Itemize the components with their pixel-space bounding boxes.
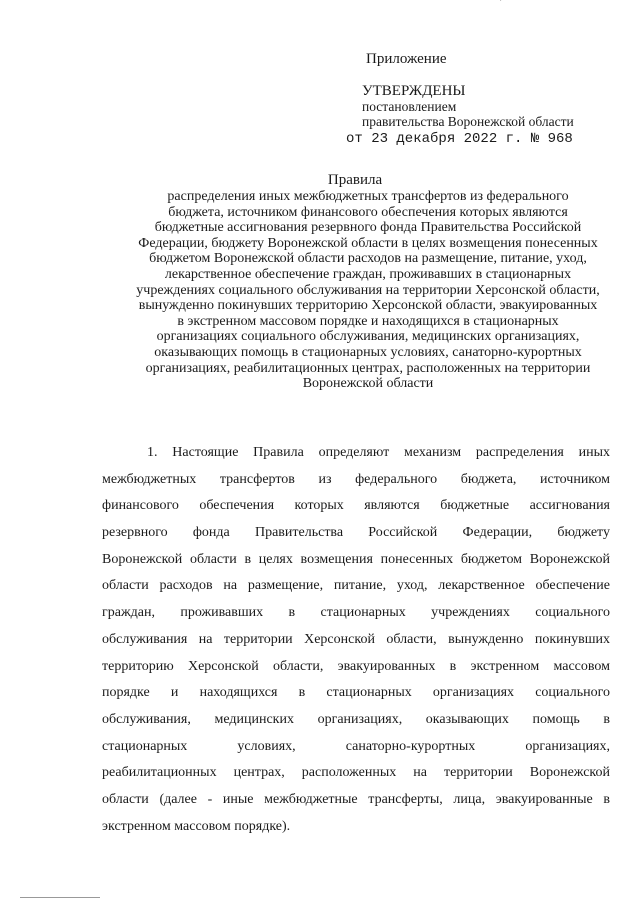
rules-subtitle-line: оказывающих помощь в стационарных условиях, санаторно-курортных bbox=[154, 344, 582, 360]
paragraph-line: реабилитационных центрах, расположенных на территории Воронежской bbox=[102, 765, 610, 781]
paragraph-line: обслуживания на территории Херсонской области, вынужденно покинувших bbox=[102, 631, 610, 647]
rules-subtitle-line: бюджета, источником финансового обеспечения которых являются bbox=[168, 204, 568, 220]
paragraph-line: резервного фонда Правительства Российской Федерации, бюджету bbox=[102, 525, 610, 541]
rules-subtitle-line: Федерации, бюджету Воронежской области в целях возмещения понесенных bbox=[138, 235, 598, 251]
approved-heading: УТВЕРЖДЕНЫ bbox=[362, 83, 466, 99]
rules-subtitle-line: учреждениях социального обслуживания на территории Херсонской области, bbox=[136, 282, 600, 298]
paragraph-line: Воронежской области в целях возмещения понесенных бюджетом Воронежской bbox=[102, 551, 610, 567]
rules-subtitle-line: распределения иных межбюджетных трансфертов из федерального bbox=[167, 189, 569, 204]
paragraph-line: финансового обеспечения которых являются бюджетные ассигнования bbox=[102, 498, 610, 514]
rules-subtitle-line: организациях социального обслуживания, медицинских организациях, bbox=[156, 329, 580, 345]
paragraph-line: области расходов на размещение, питание, уход, лекарственное обеспечение bbox=[102, 578, 610, 594]
rules-subtitle-line: лекарственное обеспечение граждан, проживавших в стационарных bbox=[164, 266, 572, 282]
approval-block bbox=[362, 83, 574, 129]
pen-mark bbox=[500, 0, 513, 1]
rules-subtitle-line: в экстренном массовом порядке и находящихся в стационарных bbox=[177, 313, 559, 329]
approved-by-line-2: правительства Воронежской области bbox=[362, 113, 574, 129]
approved-by-line-1: постановлением bbox=[362, 99, 457, 114]
paragraph-line: 1. Настоящие Правила определяют механизм распределения иных bbox=[147, 445, 610, 460]
decree-date-number: от 23 декабря 2022 г. № 968 bbox=[346, 131, 573, 147]
appendix-label: Приложение bbox=[366, 51, 447, 67]
paragraph-line: области (далее - иные межбюджетные трансферты, лица, эвакуированные в bbox=[102, 791, 610, 807]
paragraph-line: порядке и находящихся в стационарных организациях социального bbox=[102, 685, 610, 701]
paragraph-line: обслуживания, медицинских организациях, оказывающих помощь в bbox=[102, 711, 610, 727]
rules-subtitle-line: организациях, реабилитационных центрах, расположенных на территории bbox=[145, 360, 591, 376]
paragraph-line: стационарных условиях, санаторно-курортных организациях, bbox=[102, 738, 610, 754]
rules-subtitle-line: вынужденно покинувших территорию Херсонской области, эвакуированных bbox=[138, 298, 598, 314]
rules-subtitle-line: Воронежской области bbox=[302, 376, 434, 392]
paragraph-1 bbox=[102, 440, 610, 840]
footer-divider bbox=[20, 897, 100, 898]
paragraph-line: территорию Херсонской области, эвакуированных в экстренном массовом bbox=[102, 658, 610, 674]
paragraph-line: экстренном массовом порядке). bbox=[102, 818, 291, 834]
rules-subtitle-line: бюджетом Воронежской области расходов на размещение, питание, уход, bbox=[149, 251, 587, 267]
rules-title: Правила bbox=[327, 172, 383, 188]
paragraph-line: граждан, проживавших в стационарных учреждениях социального bbox=[102, 605, 610, 621]
rules-subtitle-line: бюджетные ассигнования резервного фонда Правительства Российской bbox=[154, 220, 582, 236]
rules-subtitle bbox=[98, 189, 638, 392]
paragraph-line: межбюджетных трансфертов из федерального бюджета, источником bbox=[102, 471, 610, 487]
